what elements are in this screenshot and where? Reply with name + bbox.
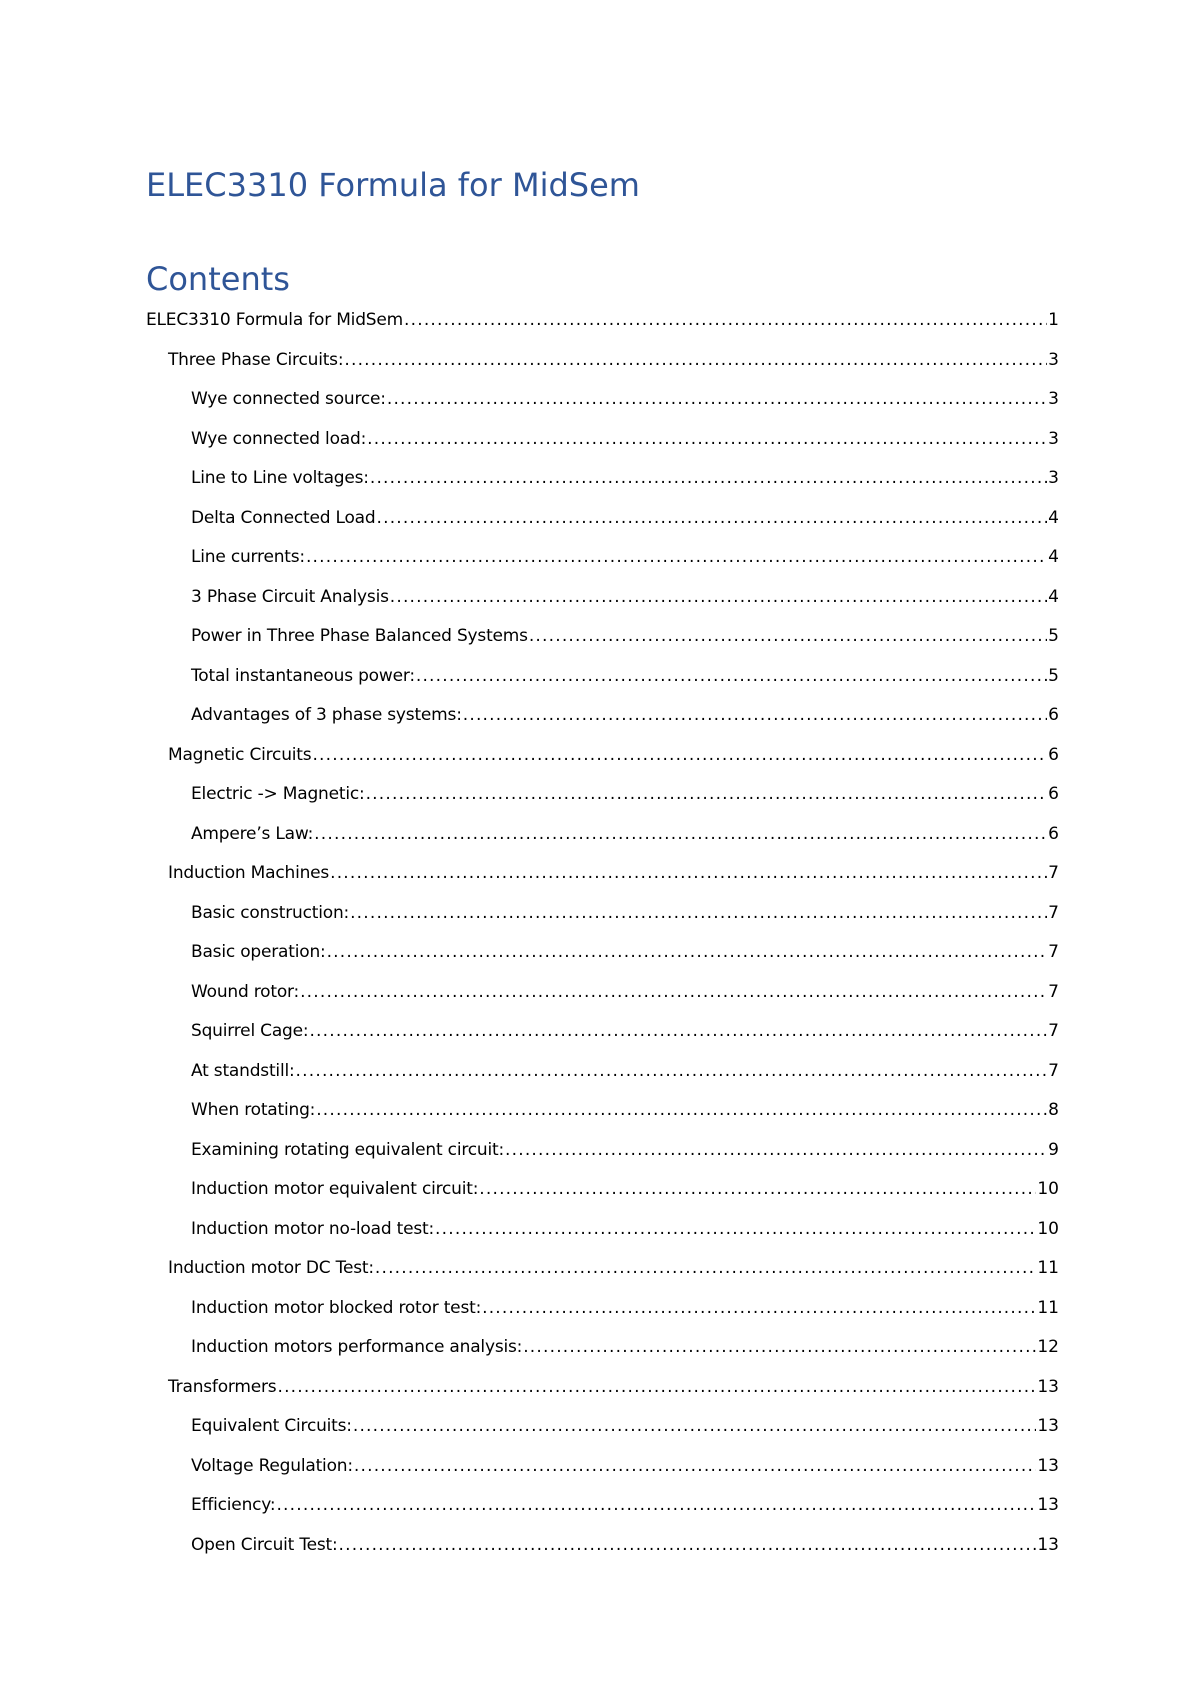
- toc-entry[interactable]: [146, 1372, 1059, 1412]
- toc-dot-leader: [330, 858, 1047, 888]
- toc-dot-leader: [375, 1253, 1037, 1283]
- toc-entry[interactable]: [146, 1530, 1059, 1570]
- toc-entry-title: Efficiency:: [191, 1495, 276, 1515]
- toc-page-number: 7: [1048, 902, 1059, 923]
- toc-entry-title: Induction motor blocked rotor test:: [191, 1297, 482, 1318]
- toc-entry[interactable]: [146, 1174, 1059, 1214]
- toc-page-number: 13: [1037, 1495, 1059, 1515]
- toc-entry[interactable]: [146, 661, 1059, 701]
- toc-page-number: 11: [1037, 1297, 1059, 1318]
- toc-page-number: 3: [1048, 428, 1059, 449]
- toc-entry[interactable]: [146, 740, 1059, 780]
- toc-entry[interactable]: [146, 977, 1059, 1017]
- toc-entry[interactable]: [146, 384, 1059, 424]
- toc-page-number: 5: [1048, 626, 1059, 646]
- toc-dot-leader: [479, 1174, 1036, 1204]
- toc-dot-leader: [523, 1332, 1036, 1362]
- toc-entry-title: Total instantaneous power:: [191, 665, 415, 686]
- toc-dot-leader: [309, 1016, 1047, 1046]
- toc-entry-title: Induction motors performance analysis:: [191, 1337, 523, 1357]
- toc-dot-leader: [312, 740, 1047, 770]
- toc-page-number: 4: [1048, 547, 1059, 567]
- toc-page-number: 9: [1048, 1139, 1059, 1160]
- toc-page-number: 13: [1037, 1455, 1059, 1476]
- toc-entry-title: Line to Line voltages:: [191, 468, 369, 488]
- toc-entry[interactable]: [146, 1490, 1059, 1530]
- toc-dot-leader: [370, 463, 1047, 493]
- toc-page-number: 7: [1048, 1060, 1059, 1081]
- toc-entry[interactable]: [146, 1214, 1059, 1254]
- toc-entry[interactable]: [146, 898, 1059, 938]
- toc-entry[interactable]: [146, 937, 1059, 977]
- toc-entry-title: Squirrel Cage:: [191, 1021, 309, 1041]
- toc-dot-leader: [416, 661, 1047, 691]
- toc-dot-leader: [277, 1372, 1036, 1402]
- toc-entry-title: Induction motor equivalent circuit:: [191, 1179, 479, 1199]
- toc-dot-leader: [300, 977, 1047, 1007]
- toc-entry-title: Examining rotating equivalent circuit:: [191, 1139, 505, 1160]
- toc-entry-title: Induction motor no-load test:: [191, 1218, 435, 1239]
- toc-entry-title: Basic operation:: [191, 942, 326, 962]
- toc-entry[interactable]: [146, 345, 1059, 385]
- toc-entry[interactable]: [146, 463, 1059, 503]
- toc-entry[interactable]: [146, 424, 1059, 464]
- toc-entry-title: 3 Phase Circuit Analysis: [191, 586, 389, 607]
- toc-page-number: 6: [1048, 823, 1059, 844]
- table-of-contents: [146, 305, 1059, 1569]
- toc-dot-leader: [339, 1530, 1037, 1560]
- toc-entry-title: Induction motor DC Test:: [168, 1258, 374, 1278]
- toc-entry[interactable]: [146, 305, 1059, 345]
- toc-entry-title: When rotating:: [191, 1100, 316, 1120]
- toc-page-number: 4: [1048, 507, 1059, 528]
- document-title: ELEC3310 Formula for MidSem: [146, 166, 640, 204]
- toc-page-number: 13: [1037, 1534, 1059, 1555]
- toc-page-number: 13: [1037, 1376, 1059, 1397]
- toc-page-number: 11: [1037, 1258, 1059, 1278]
- toc-entry[interactable]: [146, 1411, 1059, 1451]
- toc-entry[interactable]: [146, 1332, 1059, 1372]
- toc-page-number: 1: [1048, 310, 1059, 330]
- toc-entry[interactable]: [146, 1293, 1059, 1333]
- toc-entry-title: Voltage Regulation:: [191, 1455, 353, 1476]
- toc-dot-leader: [529, 621, 1047, 651]
- toc-entry-title: Power in Three Phase Balanced Systems: [191, 626, 528, 646]
- toc-entry[interactable]: [146, 1016, 1059, 1056]
- toc-page-number: 13: [1037, 1416, 1059, 1436]
- toc-entry-title: ELEC3310 Formula for MidSem: [146, 310, 404, 330]
- toc-dot-leader: [316, 1095, 1047, 1125]
- toc-page-number: 7: [1048, 863, 1059, 883]
- toc-page-number: 6: [1048, 784, 1059, 804]
- toc-dot-leader: [390, 582, 1047, 612]
- toc-page-number: 7: [1048, 981, 1059, 1002]
- toc-page-number: 6: [1048, 744, 1059, 765]
- toc-entry-title: Electric -> Magnetic:: [191, 784, 365, 804]
- toc-entry-title: Wound rotor:: [191, 981, 300, 1002]
- toc-dot-leader: [482, 1293, 1036, 1323]
- toc-entry-title: Ampere’s Law:: [191, 823, 314, 844]
- toc-entry-title: Advantages of 3 phase systems:: [191, 705, 462, 725]
- toc-page-number: 4: [1048, 586, 1059, 607]
- toc-entry-title: At standstill:: [191, 1060, 295, 1081]
- toc-entry[interactable]: [146, 1253, 1059, 1293]
- toc-page-number: 7: [1048, 942, 1059, 962]
- toc-dot-leader: [344, 345, 1047, 375]
- toc-dot-leader: [296, 1056, 1048, 1086]
- toc-page-number: 8: [1048, 1100, 1059, 1120]
- toc-entry-title: Wye connected load:: [191, 428, 367, 449]
- toc-dot-leader: [367, 424, 1047, 454]
- toc-dot-leader: [353, 1411, 1037, 1441]
- toc-entry[interactable]: [146, 819, 1059, 859]
- toc-page-number: 10: [1037, 1179, 1059, 1199]
- toc-entry[interactable]: [146, 582, 1059, 622]
- toc-dot-leader: [314, 819, 1047, 849]
- toc-entry[interactable]: [146, 858, 1059, 898]
- toc-entry-title: Wye connected source:: [191, 389, 386, 409]
- toc-entry-title: Three Phase Circuits:: [168, 349, 344, 370]
- toc-entry[interactable]: [146, 621, 1059, 661]
- toc-entry[interactable]: [146, 1056, 1059, 1096]
- toc-entry[interactable]: [146, 1095, 1059, 1135]
- toc-dot-leader: [366, 779, 1048, 809]
- toc-entry-title: Magnetic Circuits: [168, 744, 312, 765]
- toc-entry-title: Transformers: [168, 1376, 277, 1397]
- toc-page-number: 3: [1048, 349, 1059, 370]
- contents-heading: Contents: [146, 260, 290, 298]
- toc-page-number: 3: [1048, 389, 1059, 409]
- toc-dot-leader: [350, 898, 1047, 928]
- toc-entry-title: Open Circuit Test:: [191, 1534, 338, 1555]
- toc-entry-title: Induction Machines: [168, 863, 330, 883]
- toc-dot-leader: [404, 305, 1047, 335]
- toc-entry-title: Line currents:: [191, 547, 305, 567]
- toc-dot-leader: [435, 1214, 1036, 1244]
- toc-entry-title: Equivalent Circuits:: [191, 1416, 352, 1436]
- toc-entry[interactable]: [146, 1451, 1059, 1491]
- toc-entry[interactable]: [146, 542, 1059, 582]
- toc-entry[interactable]: [146, 779, 1059, 819]
- toc-page-number: 6: [1048, 705, 1059, 725]
- toc-entry-title: Basic construction:: [191, 902, 350, 923]
- toc-dot-leader: [306, 542, 1047, 572]
- toc-page-number: 12: [1037, 1337, 1059, 1357]
- toc-page-number: 5: [1048, 665, 1059, 686]
- toc-dot-leader: [354, 1451, 1036, 1481]
- toc-page-number: 3: [1048, 468, 1059, 488]
- toc-page-number: 10: [1037, 1218, 1059, 1239]
- toc-page-number: 7: [1048, 1021, 1059, 1041]
- toc-dot-leader: [505, 1135, 1047, 1165]
- toc-entry[interactable]: [146, 1135, 1059, 1175]
- toc-dot-leader: [387, 384, 1047, 414]
- toc-entry[interactable]: [146, 700, 1059, 740]
- toc-entry[interactable]: [146, 503, 1059, 543]
- toc-dot-leader: [327, 937, 1048, 967]
- toc-dot-leader: [276, 1490, 1036, 1520]
- toc-entry-title: Delta Connected Load: [191, 507, 376, 528]
- toc-dot-leader: [463, 700, 1047, 730]
- toc-dot-leader: [377, 503, 1048, 533]
